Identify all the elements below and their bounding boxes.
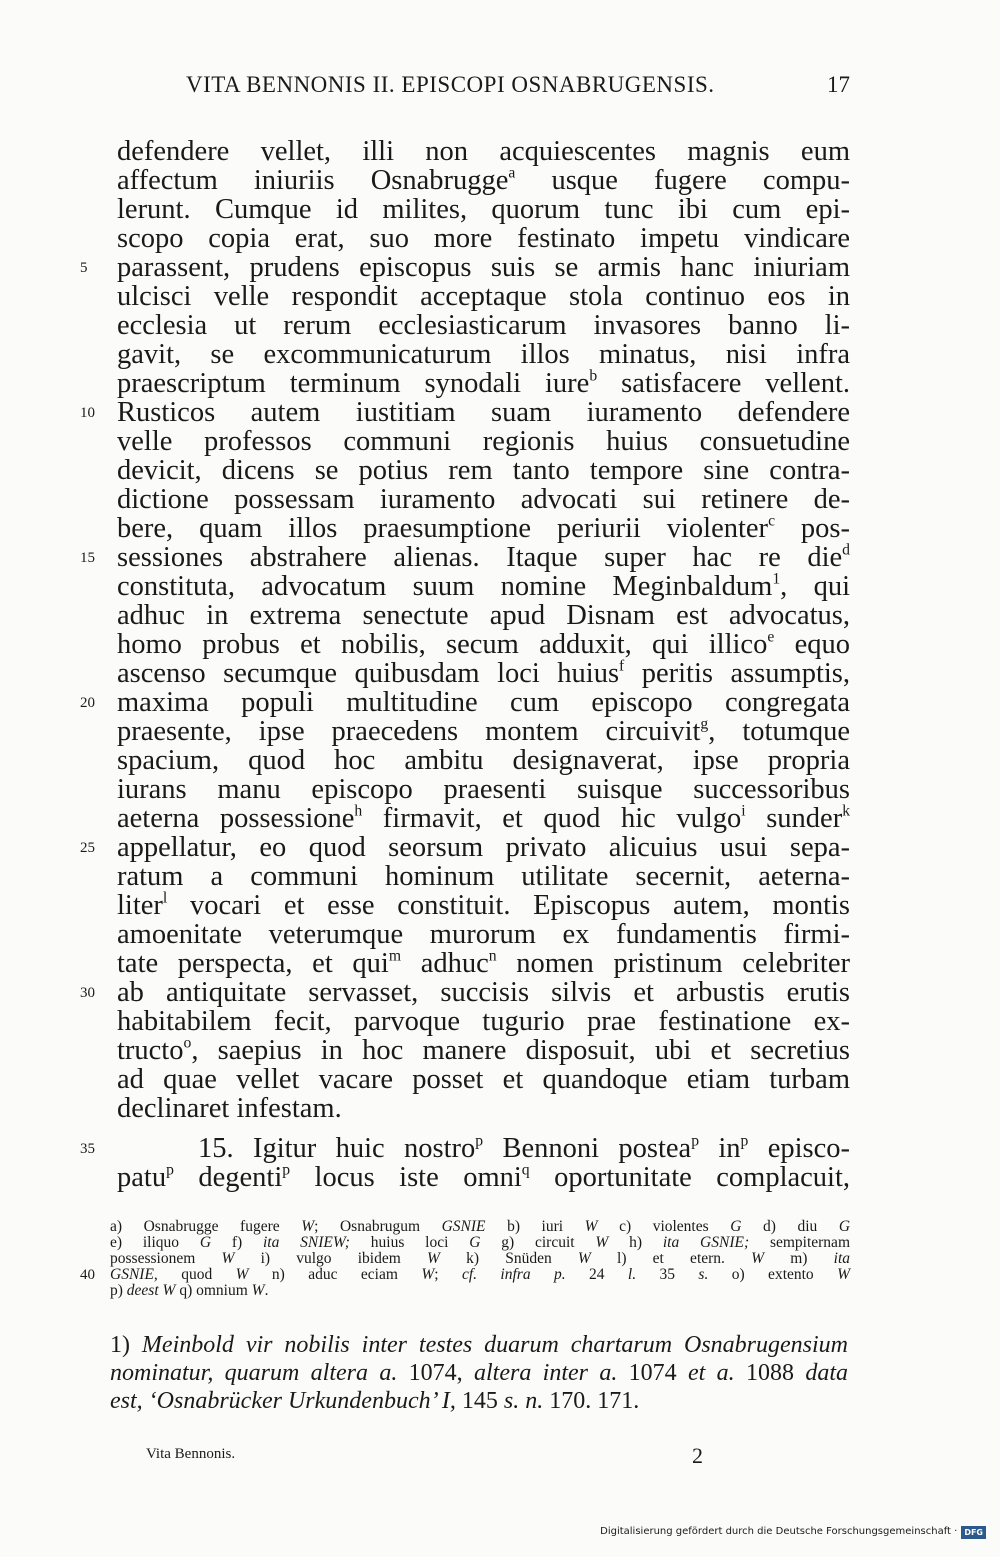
text-line: ab antiquitate servasset, succisis silvis et arbustis erutis (117, 977, 850, 1008)
running-title: VITA BENNONIS II. EPISCOPI OSNABRUGENSIS. (186, 72, 715, 97)
footnote-line: nominatur, quarum altera a. 1074, altera inter a. 1074 et a. 1088 data (110, 1360, 849, 1386)
digitization-credit (600, 1525, 986, 1539)
sheet-number: 2 (692, 1443, 703, 1468)
text-line: tructo$^o$, saepius in hoc manere disposuit, ubi et secretius (117, 1034, 850, 1066)
line-number: 15 (80, 550, 95, 566)
signature-mark: Vita Bennonis. (146, 1446, 236, 1462)
line-number: 40 (80, 1267, 95, 1283)
text-line: sessiones abstrahere alienas. Itaque super hac re die$^d$ (117, 541, 850, 573)
line-number: 10 (80, 405, 95, 421)
line-number: 25 (80, 840, 95, 856)
text-line: praesente, ipse praecedens montem circuivit$^g$, totumque (117, 715, 850, 747)
apparatus-line: a) Osnabrugge fugere W; Osnabrugum GSNIE b) iuri W c) violentes G d) diu G (110, 1218, 851, 1235)
text-line: defendere vellet, illi non acquiescentes magnis eum (117, 136, 850, 167)
dfg-logo-icon: DFG (961, 1526, 986, 1539)
text-line: spacium, quod hoc ambitu designaverat, ipse propria (117, 745, 850, 776)
text-line: 15. Igitur huic nostro$^p$ Bennoni postea$^p$ $in^p$ episco- (198, 1132, 850, 1164)
text-line: declinaret infestam. (117, 1093, 342, 1124)
running-header (186, 72, 856, 106)
text-line: ratum a communi hominum utilitate secernit, aeterna- (117, 861, 850, 892)
text-line: ulcisci velle respondit acceptaque stola continuo eos in (117, 281, 850, 312)
text-line: liter$^l$ vocari et esse constituit. Episcopus autem, montis (117, 889, 850, 921)
text-line: scopo copia erat, suo more festinato impetu vindicare (117, 223, 850, 254)
line-number: 30 (80, 985, 95, 1001)
text-line: adhuc in extrema senectute apud Disnam est advocatus, (117, 600, 850, 631)
credit-text: Digitalisierung gefördert durch die Deutsche Forschungsgemeinschaft · (600, 1526, 958, 1537)
text-line: gavit, se excommunicaturum illos minatus, nisi infra (117, 339, 850, 370)
text-line: dictione possessam iuramento advocati sui retinere de- (117, 484, 850, 515)
apparatus-line: p) deest W q) omnium W. (110, 1282, 269, 1299)
page-number: 17 (827, 72, 850, 97)
line-number: 35 (80, 1141, 95, 1157)
text-line: Rusticos autem iustitiam suam iuramento defendere (117, 397, 850, 428)
apparatus-line: e) iliquo G f) ita SNIEW; huius loci G g) circuit W h) ita GSNIE; sempiternam (110, 1234, 850, 1251)
text-line: patu$^p$ degenti$^p$ locus iste omni$^q$ oportunitate complacuit, (117, 1161, 851, 1193)
text-line: ecclesia ut rerum ecclesiasticarum invasores banno li- (117, 310, 850, 341)
footnote-line: est, ‘Osnabrücker Urkundenbuch’ I, 145 s. n. 170. 171. (110, 1388, 640, 1414)
text-line: praescriptum terminum synodali iure$^b$ satisfacere vellent. (117, 367, 850, 399)
text-line: affectum iniuriis Osnabrugge$^a$ usque fugere compu- (117, 164, 850, 196)
text-line: appellatur, eo quod seorsum privato alicuius usui sepa- (117, 832, 850, 863)
text-line: amoenitate veterumque murorum ex fundamentis firmi- (117, 919, 850, 950)
text-line: tate perspecta, et qui$^m$ adhuc$^n$ nomen pristinum celebriter (117, 947, 850, 979)
apparatus-line: GSNIE, quod W n) aduc eciam W; cf. infra p. 24 l. 35 s. o) extento W (110, 1266, 851, 1283)
text-line: velle professos communi regionis huius consuetudine (117, 426, 850, 457)
text-line: iurans manu episcopo praesenti suisque successoribus (117, 774, 850, 805)
apparatus-line: possessionem W i) vulgo ibidem W k) Snüden W l) et etern. W m) ita (110, 1250, 851, 1267)
footnote-line: 1) Meinbold vir nobilis inter testes duarum chartarum Osnabrugensium (110, 1332, 849, 1358)
text-line: constituta, advocatum suum nomine Meginbaldum$^1$, qui (117, 570, 850, 602)
text-line: ascenso secumque quibusdam loci huius$^f$ peritis assumptis, (117, 657, 850, 689)
text-line: maxima populi multitudine cum episcopo congregata (117, 687, 850, 718)
text-line: habitabilem fecit, parvoque tugurio prae festinatione ex- (117, 1006, 850, 1037)
line-number: 5 (80, 260, 88, 276)
text-line: parassent, prudens episcopus suis se armis hanc iniuriam (117, 252, 850, 283)
text-line: homo probus et nobilis, secum adduxit, qui illico$^e$ equo (117, 628, 851, 660)
text-line: aeterna possessione$^h$ firmavit, et quod hic vulgo$^i$ sunder$^k$ (117, 802, 851, 834)
text-line: ad quae vellet vacare posset et quandoque etiam turbam (117, 1064, 850, 1095)
line-number: 20 (80, 695, 95, 711)
text-line: lerunt. Cumque id milites, quorum tunc ibi cum epi- (117, 194, 850, 225)
text-line: bere, quam illos praesumptione periurii violenter$^c$ pos- (117, 512, 850, 544)
text-line: devicit, dicens se potius rem tanto tempore sine contra- (117, 455, 850, 486)
